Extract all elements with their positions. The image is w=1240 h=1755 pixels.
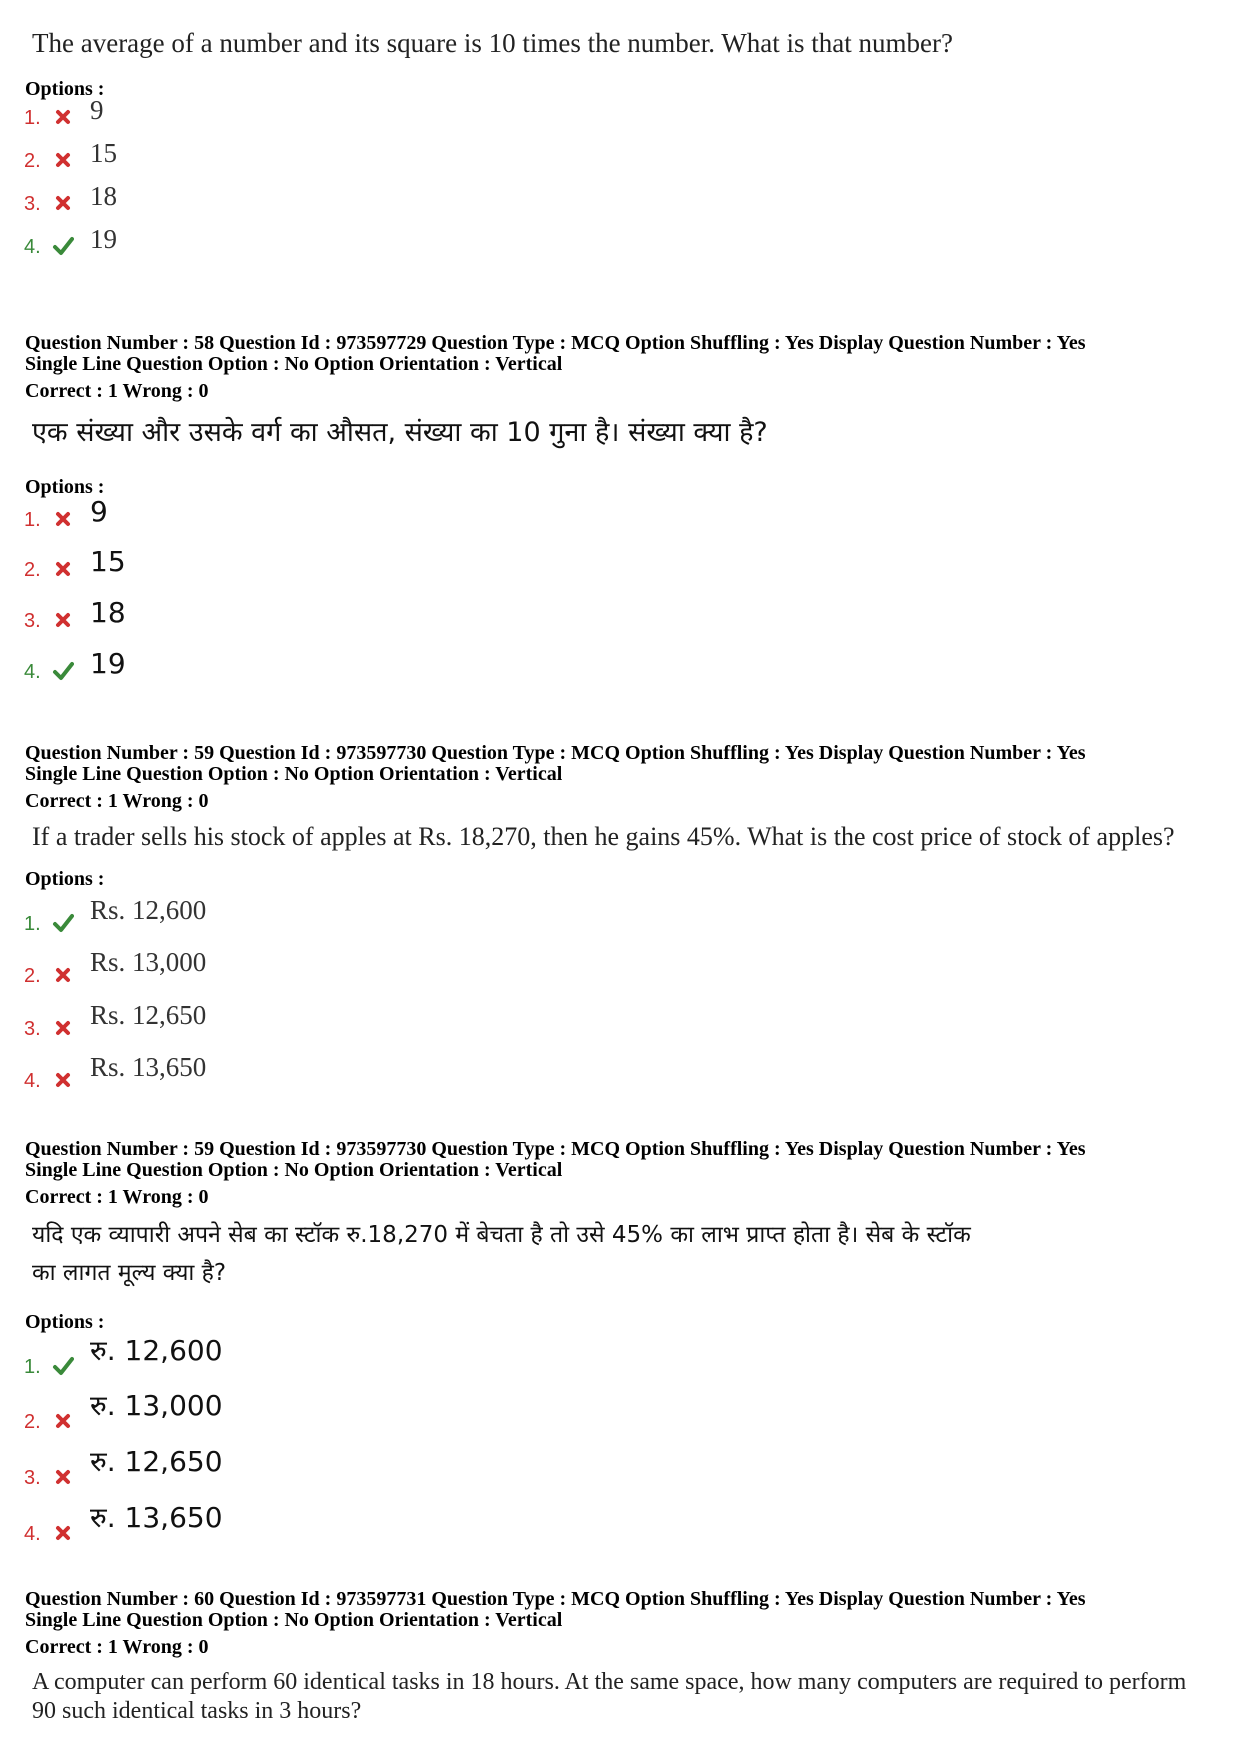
meta-line: Question Number : 60 Question Id : 973597731 Question Type : MCQ Option Shuffling : Yes Display Question Number : Yes <box>25 1588 1086 1610</box>
meta-line: Question Number : 59 Question Id : 973597730 Question Type : MCQ Option Shuffling : Yes Display Question Number : Yes <box>25 742 1086 764</box>
score-line: Correct : 1 Wrong : 0 <box>25 380 209 402</box>
options-label: Options : <box>25 476 105 498</box>
option-item <box>24 1445 624 1490</box>
question-text: The average of a number and its square is 10 times the number. What is that number? <box>32 28 953 58</box>
option-item <box>24 1334 624 1379</box>
option-item <box>24 948 624 988</box>
option-number: 1. <box>24 913 41 935</box>
option-number: 3. <box>24 1018 41 1040</box>
cross-icon <box>52 609 74 631</box>
question-text: एक संख्या और उसके वर्ग का औसत, संख्या का 10 गुना है। संख्या क्या है? <box>32 417 768 448</box>
option-value: 9 <box>90 95 104 125</box>
option-number: 3. <box>24 1467 41 1489</box>
option-value: Rs. 13,650 <box>90 1052 207 1082</box>
score-line: Correct : 1 Wrong : 0 <box>25 1636 209 1658</box>
meta-line: Single Line Question Option : No Option Orientation : Vertical <box>25 353 563 375</box>
question-text <box>32 1216 1212 1292</box>
option-item <box>24 1501 624 1546</box>
question-line: का लागत मूल्य क्या है? <box>32 1260 227 1286</box>
cross-icon <box>52 106 74 128</box>
option-item <box>24 896 624 936</box>
option-number: 1. <box>24 509 41 531</box>
option-item <box>24 1053 624 1093</box>
cross-icon <box>52 1069 74 1091</box>
cross-icon <box>52 192 74 214</box>
options-label: Options : <box>25 868 105 890</box>
cross-icon <box>52 1522 74 1544</box>
option-value: 18 <box>90 181 117 211</box>
option-item <box>24 1001 624 1041</box>
cross-icon <box>52 1017 74 1039</box>
question-line: A computer can perform 60 identical tasks in 18 hours. At the same space, how many computers are required to perform <box>32 1669 1187 1695</box>
cross-icon <box>52 1466 74 1488</box>
option-value: Rs. 12,600 <box>90 895 207 925</box>
cross-icon <box>52 1410 74 1432</box>
cross-icon <box>52 149 74 171</box>
cross-icon <box>52 964 74 986</box>
option-number: 2. <box>24 1411 41 1433</box>
question-meta <box>25 1139 1225 1208</box>
question-line: यदि एक व्यापारी अपने सेब का स्टॉक रु.18,270 में बेचता है तो उसे 45% का लाभ प्राप्त होता है। सेब के स्टॉक <box>32 1222 971 1248</box>
options-label: Options : <box>25 78 105 100</box>
question-line: 90 such identical tasks in 3 hours? <box>32 1698 362 1724</box>
option-value: रु. 13,000 <box>90 1389 223 1422</box>
options-label: Options : <box>25 1311 105 1333</box>
meta-line: Question Number : 59 Question Id : 973597730 Question Type : MCQ Option Shuffling : Yes Display Question Number : Yes <box>25 1138 1086 1160</box>
option-number: 4. <box>24 661 41 683</box>
option-item <box>24 542 624 582</box>
score-line: Correct : 1 Wrong : 0 <box>25 1186 209 1208</box>
option-item <box>24 90 624 130</box>
option-value: 19 <box>90 224 117 254</box>
option-number: 1. <box>24 107 41 129</box>
option-value: 19 <box>90 647 126 680</box>
option-value: Rs. 13,000 <box>90 947 207 977</box>
meta-line: Single Line Question Option : No Option Orientation : Vertical <box>25 763 563 785</box>
option-item <box>24 1389 624 1434</box>
question-meta <box>25 333 1225 402</box>
question-text: If a trader sells his stock of apples at Rs. 18,270, then he gains 45%. What is the cost price of stock of apples? <box>32 822 1175 851</box>
meta-line: Single Line Question Option : No Option Orientation : Vertical <box>25 1159 563 1181</box>
check-icon <box>52 912 74 934</box>
option-number: 2. <box>24 965 41 987</box>
option-number: 4. <box>24 1070 41 1092</box>
option-value: 15 <box>90 545 126 578</box>
question-text <box>32 1668 1212 1726</box>
option-number: 3. <box>24 193 41 215</box>
option-value: 15 <box>90 138 117 168</box>
option-number: 4. <box>24 236 41 258</box>
meta-line: Question Number : 58 Question Id : 973597729 Question Type : MCQ Option Shuffling : Yes Display Question Number : Yes <box>25 332 1086 354</box>
check-icon <box>52 235 74 257</box>
question-meta <box>25 743 1225 812</box>
option-item <box>24 593 624 633</box>
option-value: 9 <box>90 495 108 528</box>
option-value: 18 <box>90 596 126 629</box>
option-value: रु. 12,650 <box>90 1445 223 1478</box>
option-number: 2. <box>24 150 41 172</box>
meta-line: Single Line Question Option : No Option Orientation : Vertical <box>25 1609 563 1631</box>
option-value: रु. 13,650 <box>90 1501 223 1534</box>
cross-icon <box>52 558 74 580</box>
option-number: 3. <box>24 610 41 632</box>
check-icon <box>52 1355 74 1377</box>
option-item <box>24 492 624 532</box>
option-item <box>24 219 624 259</box>
option-item <box>24 176 624 216</box>
option-item <box>24 644 624 684</box>
option-number: 1. <box>24 1356 41 1378</box>
option-value: रु. 12,600 <box>90 1334 223 1367</box>
option-number: 4. <box>24 1523 41 1545</box>
option-value: Rs. 12,650 <box>90 1000 207 1030</box>
check-icon <box>52 660 74 682</box>
cross-icon <box>52 508 74 530</box>
option-item <box>24 133 624 173</box>
question-meta <box>25 1589 1225 1658</box>
score-line: Correct : 1 Wrong : 0 <box>25 790 209 812</box>
option-number: 2. <box>24 559 41 581</box>
